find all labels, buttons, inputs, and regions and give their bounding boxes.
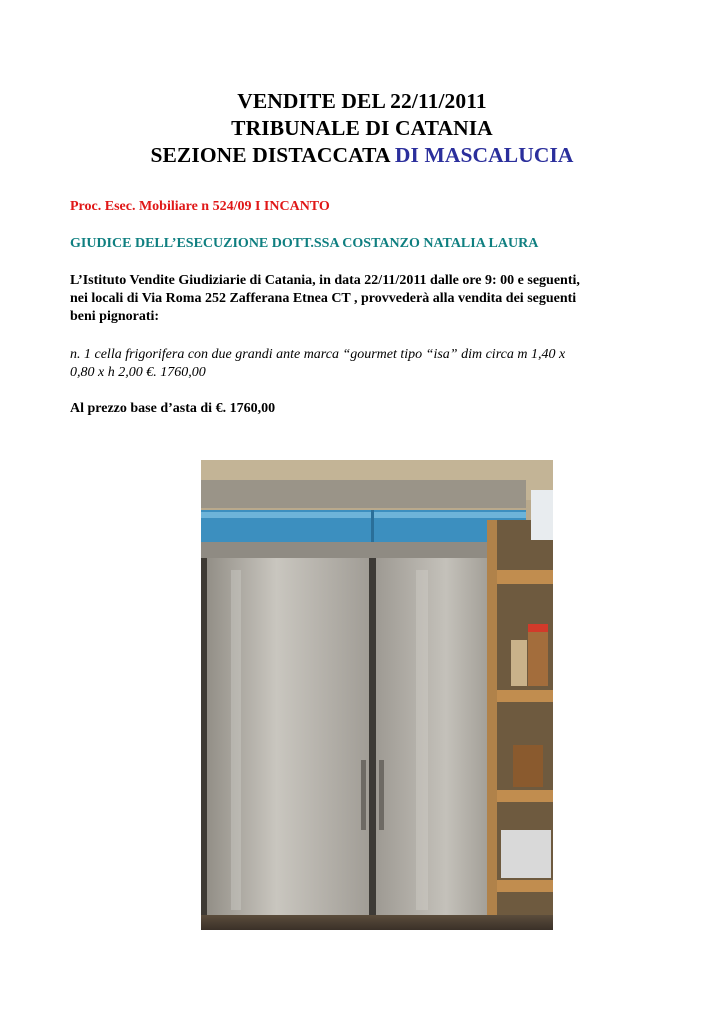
notice-line: nei locali di Via Roma 252 Zafferana Etnea CT , provvederà alla vendita dei seguenti [70,291,577,306]
item-line: n. 1 cella frigorifera con due grandi ante marca “gourmet tipo “isa” dim circa m 1,40 x [70,347,566,362]
item-description [70,346,670,382]
notice-line: beni pignorati: [70,309,160,324]
judge-line: GIUDICE DELL’ESECUZIONE DOTT.SSA COSTANZO NATALIA LAURA [70,236,539,251]
notice-line: L’Istituto Vendite Giudiziarie di Catania, in data 22/11/2011 dalle ore 9: 00 e seguenti, [70,273,580,288]
title-line-section [0,142,724,169]
item-line: 0,80 x h 2,00 €. 1760,00 [70,365,206,380]
title-section-prefix: SEZIONE DISTACCATA [150,143,395,167]
base-price: Al prezzo base d’asta di €. 1760,00 [70,401,276,416]
title-section-accent: DI MASCALUCIA [394,143,574,167]
title-line-court: TRIBUNALE DI CATANIA [231,116,493,140]
document-title [0,88,724,169]
sale-notice [70,272,660,326]
title-line-date: VENDITE DEL 22/11/2011 [237,89,487,113]
procedure-reference: Proc. Esec. Mobiliare n 524/09 I INCANTO [70,199,330,214]
refrigerator-photo [201,460,553,930]
